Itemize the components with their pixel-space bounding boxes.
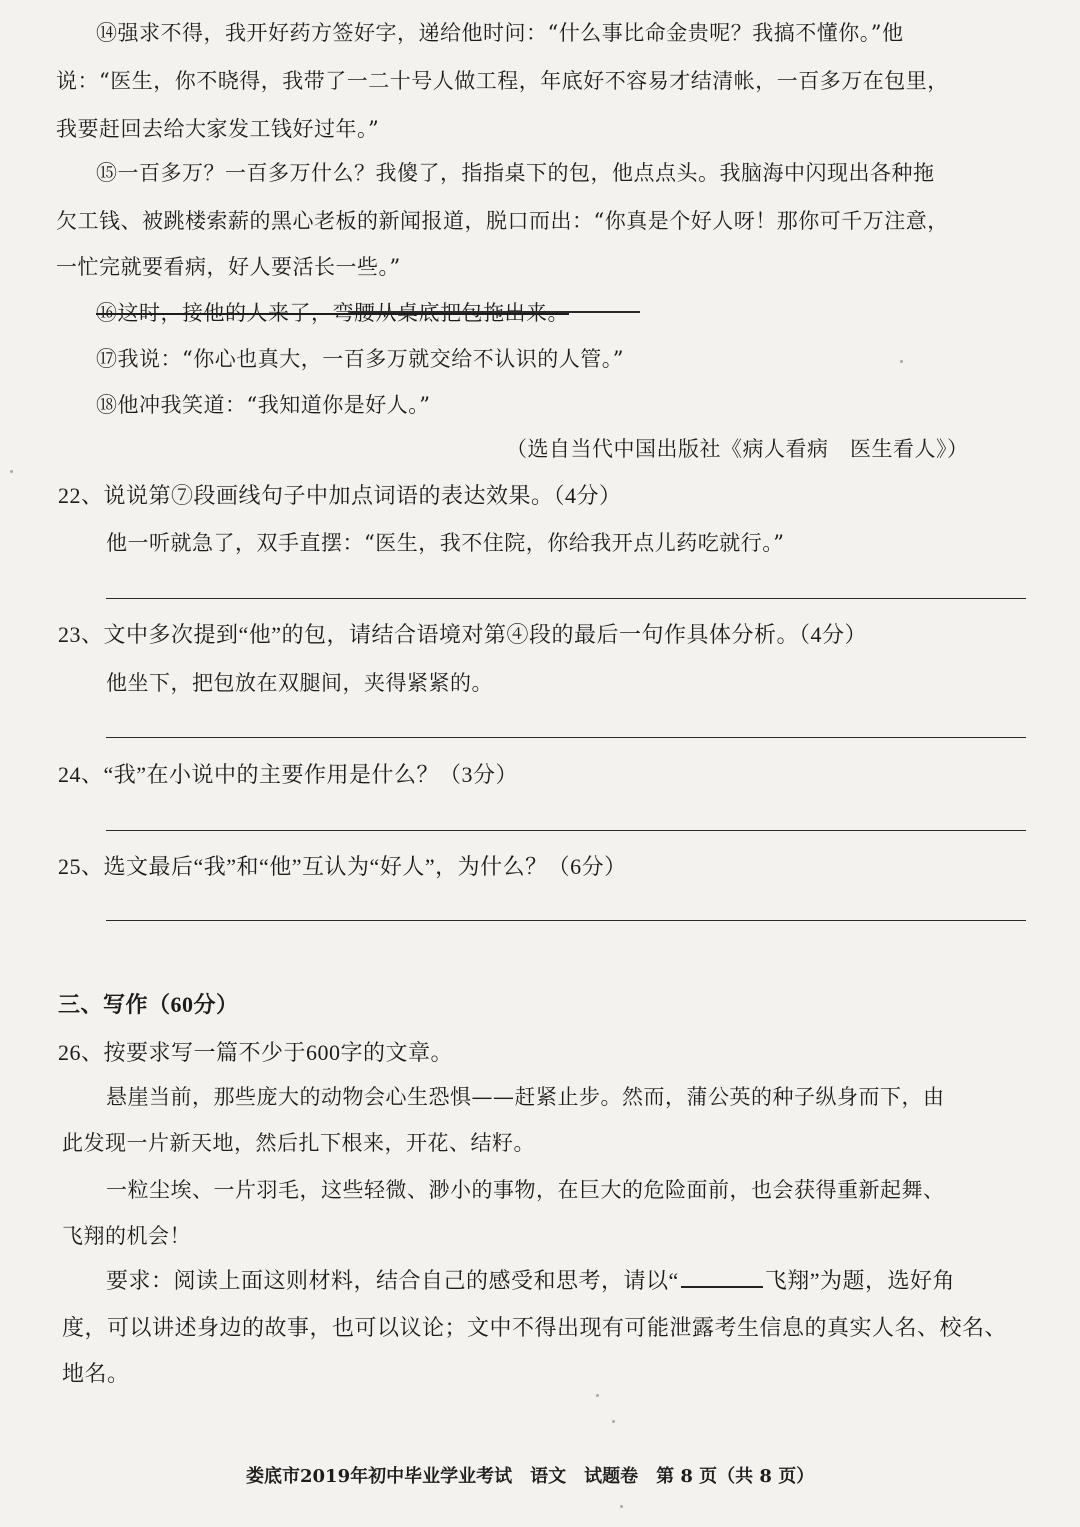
writing-requirement-line3: 地名。: [62, 1361, 130, 1386]
passage-p14-line1: ⑭强求不得，我开好药方签好字，递给他时问：“什么事比命金贵呢？我搞不懂你。”他: [96, 21, 904, 45]
writing-requirement-line2: 度，可以讲述身边的故事，也可以议论；文中不得出现有可能泄露考生信息的真实人名、校名、: [62, 1315, 1008, 1340]
scan-speck: [612, 1420, 615, 1423]
writing-requirement: [106, 1266, 955, 1296]
passage-p15-line2: 欠工钱、被跳楼索薪的黑心老板的新闻报道，脱口而出：“你真是个好人呀！那你可千万注意，: [56, 209, 949, 233]
passage-p14-line2: 说：“医生，你不晓得，我带了一二十号人做工程，年底好不容易才结清帐，一百多万在包里，: [56, 69, 949, 93]
writing-material2-line1: 一粒尘埃、一片羽毛，这些轻微、渺小的事物，在巨大的危险面前，也会获得重新起舞、: [106, 1178, 945, 1202]
writing-q26: 26、按要求写一篇不少于600字的文章。: [58, 1040, 454, 1065]
writing-heading: 三、写作（60分）: [58, 992, 239, 1017]
question-23-quote: 他坐下，把包放在双腿间，夹得紧紧的。: [106, 671, 493, 695]
passage-p18: ⑱他冲我笑道：“我知道你是好人。”: [96, 393, 431, 417]
question-22-quote: 他一听就急了，双手直摆：“医生，我不住院，你给我开点儿药吃就行。”: [106, 531, 785, 555]
passage-p15-line1: ⑮一百多万？一百多万什么？我傻了，指指桌下的包，他点点头。我脑海中闪现出各种拖: [96, 161, 935, 185]
answer-line-22: [106, 598, 1026, 599]
strike-line: [350, 311, 640, 313]
question-24: 24、“我”在小说中的主要作用是什么？（3分）: [58, 762, 519, 787]
answer-line-24: [106, 830, 1026, 831]
scan-speck: [620, 1505, 623, 1508]
writing-material1-line2: 此发现一片新天地，然后扎下根来，开花、结籽。: [62, 1131, 535, 1155]
writing-material1-line1: 悬崖当前，那些庞大的动物会心生恐惧——赶紧止步。然而，蒲公英的种子纵身而下，由: [106, 1085, 945, 1109]
writing-material2-line2: 飞翔的机会！: [62, 1224, 191, 1248]
question-22: 22、说说第⑦段画线句子中加点词语的表达效果。（4分）: [58, 483, 622, 508]
answer-line-25: [106, 920, 1026, 921]
passage-source: （选自当代中国出版社《病人看病 医生看人》）: [506, 437, 969, 461]
page-footer: 娄底市2019年初中毕业学业考试 语文 试题卷 第 8 页（共 8 页）: [246, 1466, 815, 1487]
title-blank: [681, 1266, 763, 1288]
requirement-suffix: 飞翔”为题，选好角: [764, 1268, 956, 1293]
scan-speck: [10, 470, 13, 473]
passage-p15-line3: 一忙完就要看病，好人要活长一些。”: [56, 255, 401, 279]
answer-line-23: [106, 737, 1026, 738]
passage-p16: ⑯这时，接他的人来了，弯腰从桌底把包拖出来。: [96, 301, 569, 325]
requirement-prefix: 要求：阅读上面这则材料，结合自己的感受和思考，请以“: [106, 1268, 679, 1293]
passage-p17: ⑰我说：“你心也真大，一百多万就交给不认识的人管。”: [96, 347, 624, 371]
question-23: 23、文中多次提到“他”的包，请结合语境对第④段的最后一句作具体分析。（4分）: [58, 622, 868, 647]
question-25: 25、选文最后“我”和“他”互认为“好人”，为什么？（6分）: [58, 854, 627, 879]
passage-p14-line3: 我要赶回去给大家发工钱好过年。”: [56, 117, 380, 141]
scan-speck: [596, 1394, 599, 1397]
scan-speck: [900, 360, 903, 363]
